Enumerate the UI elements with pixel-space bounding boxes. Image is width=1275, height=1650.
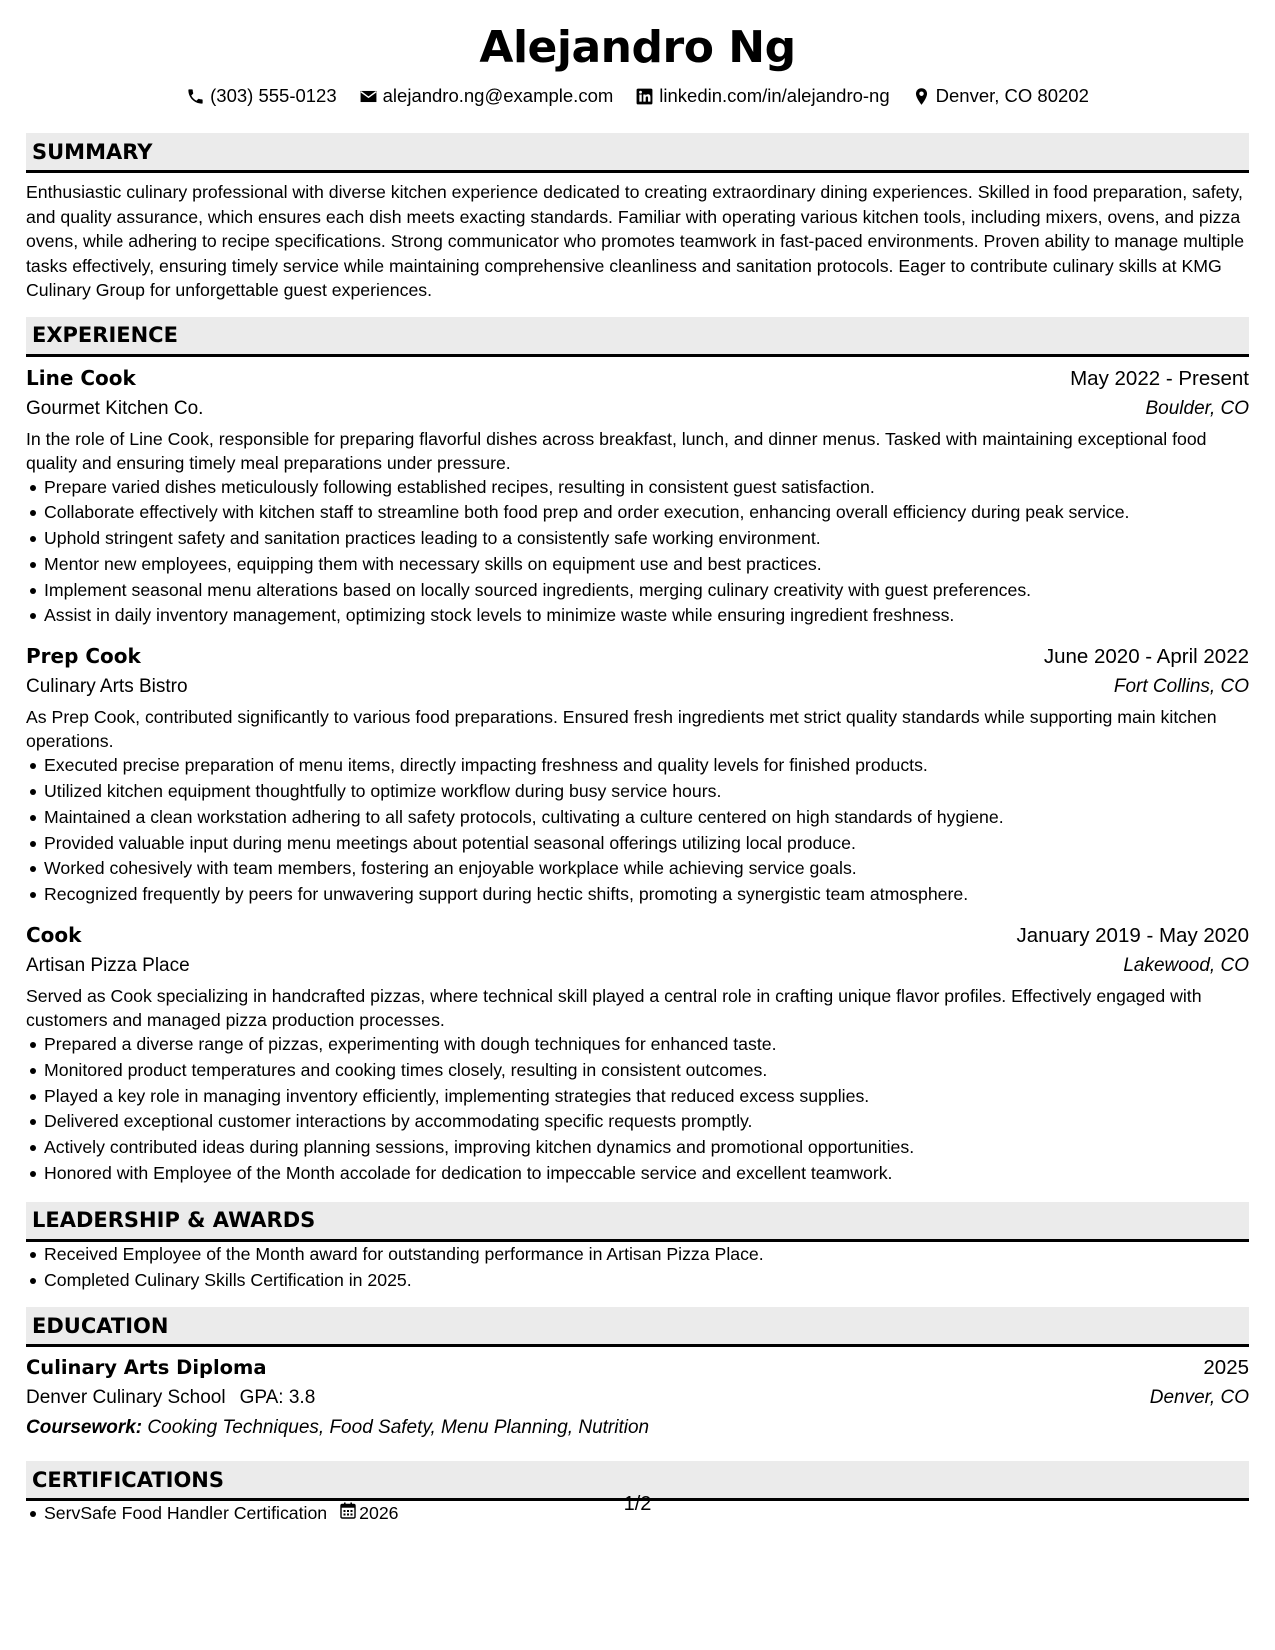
list-item: Executed precise preparation of menu items, directly impacting freshness and quality levels for finished products. [44, 753, 1249, 779]
coursework-label: Coursework: [26, 1417, 143, 1439]
linkedin-icon [635, 87, 654, 106]
email-text: alejandro.ng@example.com [382, 85, 614, 106]
job-bullets [26, 475, 1249, 630]
gpa-text: GPA: 3.8 [239, 1387, 316, 1409]
phone-icon [186, 87, 205, 106]
list-item: Mentor new employees, equipping them with necessary skills on equipment use and best practices. [44, 552, 1249, 578]
list-item: Worked cohesively with team members, fostering an enjoyable workplace while achieving service goals. [44, 856, 1249, 882]
certification-name: ServSafe Food Handler Certification [44, 1503, 328, 1524]
list-item: Completed Culinary Skills Certification in 2025. [44, 1268, 1249, 1294]
job-bullets [26, 753, 1249, 908]
linkedin-text: linkedin.com/in/alejandro-ng [659, 85, 890, 106]
job-location: Boulder, CO [1145, 397, 1249, 419]
job-company: Artisan Pizza Place [26, 955, 190, 977]
job-entry [26, 641, 1249, 908]
candidate-name: Alejandro Ng [479, 22, 796, 73]
list-item: Received Employee of the Month award for outstanding performance in Artisan Pizza Place. [44, 1242, 1249, 1268]
job-company: Gourmet Kitchen Co. [26, 397, 204, 419]
leadership-list [26, 1242, 1249, 1294]
education-location: Denver, CO [1149, 1387, 1249, 1409]
job-location: Lakewood, CO [1123, 955, 1249, 977]
list-item: Recognized frequently by peers for unwavering support during hectic shifts, promoting a synergistic team atmosphere. [44, 882, 1249, 908]
school-name: Denver Culinary School [26, 1387, 226, 1409]
degree-title: Culinary Arts Diploma [26, 1356, 267, 1380]
envelope-icon [359, 87, 378, 106]
job-dates: May 2022 - Present [1070, 366, 1249, 390]
list-item: Prepare varied dishes meticulously following established recipes, resulting in consistent guest satisfaction. [44, 475, 1249, 501]
resume-content [26, 20, 1249, 1527]
list-item: Maintained a clean workstation adhering to all safety protocols, cultivating a culture centered on high standards of hygiene. [44, 805, 1249, 831]
location-text: Denver, CO 80202 [935, 85, 1089, 106]
list-item: Actively contributed ideas during planning sessions, improving kitchen dynamics and promotional opportunities. [44, 1135, 1249, 1161]
section-heading-certifications: CERTIFICATIONS [26, 1461, 1249, 1501]
coursework-list: Cooking Techniques, Food Safety, Menu Planning, Nutrition [147, 1417, 650, 1439]
list-item: Played a key role in managing inventory efficiently, implementing strategies that reduced excess supplies. [44, 1084, 1249, 1110]
list-item: Assist in daily inventory management, optimizing stock levels to minimize waste while ensuring ingredient freshness. [44, 603, 1249, 629]
list-item: Monitored product temperatures and cooking times closely, resulting in consistent outcomes. [44, 1058, 1249, 1084]
contact-phone[interactable] [186, 84, 337, 108]
certification-year: 2026 [359, 1503, 399, 1524]
list-item: Implement seasonal menu alterations based on locally sourced ingredients, merging culinary creativity with guest preferences. [44, 578, 1249, 604]
contact-bar [26, 84, 1249, 108]
job-location: Fort Collins, CO [1113, 676, 1249, 698]
job-entry [26, 920, 1249, 1187]
job-entry [26, 363, 1249, 630]
job-title: Cook [26, 923, 82, 948]
list-item: Honored with Employee of the Month accolade for dedication to impeccable service and excellent teamwork. [44, 1161, 1249, 1187]
section-heading-summary: SUMMARY [26, 133, 1249, 173]
job-dates: January 2019 - May 2020 [1016, 924, 1249, 948]
summary-text: Enthusiastic culinary professional with diverse kitchen experience dedicated to creating extraordinary dining experiences. Skilled in food preparation, safety, and quality assurance, which ensures each dish meets exacting standards. Familiar with operating various kitchen tools, including mixers, ovens, and pizza ovens, while adhering to recipe specifications. Strong communicator who promotes teamwork in fast-paced environments. Proven ability to manage multiple tasks effectively, ensuring timely service while maintaining comprehensive cleanliness and sanitation protocols. Eager to contribute culinary skills at KMG Culinary Group for unforgettable guest experiences. [26, 182, 1245, 300]
job-description: Served as Cook specializing in handcrafted pizzas, where technical skill played a central role in crafting unique flavor profiles. Effectively engaged with customers and managed pizza production processes. [26, 986, 1202, 1031]
list-item: Prepared a diverse range of pizzas, experimenting with dough techniques for enhanced taste. [44, 1032, 1249, 1058]
job-title: Line Cook [26, 365, 136, 390]
job-title: Prep Cook [26, 644, 141, 669]
coursework [26, 1413, 1249, 1443]
job-bullets [26, 1032, 1249, 1187]
job-dates: June 2020 - April 2022 [1043, 645, 1249, 669]
list-item: Delivered exceptional customer interactions by accommodating specific requests promptly. [44, 1109, 1249, 1135]
section-heading-education: EDUCATION [26, 1307, 1249, 1347]
list-item: Utilized kitchen equipment thoughtfully to optimize workflow during busy service hours. [44, 779, 1249, 805]
contact-email[interactable] [359, 84, 614, 108]
phone-text: (303) 555-0123 [210, 85, 337, 106]
section-heading-leadership: LEADERSHIP & AWARDS [26, 1202, 1249, 1242]
list-item: Uphold stringent safety and sanitation practices leading to a consistently safe working environment. [44, 526, 1249, 552]
map-pin-icon [912, 87, 931, 106]
job-company: Culinary Arts Bistro [26, 676, 188, 698]
education-entry [26, 1353, 1249, 1443]
contact-location [912, 84, 1089, 108]
page-number: 1/2 [623, 1493, 652, 1515]
section-heading-experience: EXPERIENCE [26, 317, 1249, 357]
list-item: Collaborate effectively with kitchen staff to streamline both food prep and order execution, enhancing overall efficiency during peak service. [44, 500, 1249, 526]
education-year: 2025 [1203, 1356, 1249, 1380]
job-description: In the role of Line Cook, responsible for preparing flavorful dishes across breakfast, lunch, and dinner menus. Tasked with maintaining exceptional food quality and ensuring timely meal preparations under pressure. [26, 428, 1207, 473]
list-item: Provided valuable input during menu meetings about potential seasonal offerings utilizing local produce. [44, 831, 1249, 857]
contact-linkedin[interactable] [635, 84, 889, 108]
job-description: As Prep Cook, contributed significantly to various food preparations. Ensured fresh ingredients met strict quality standards while supporting main kitchen operations. [26, 707, 1217, 752]
